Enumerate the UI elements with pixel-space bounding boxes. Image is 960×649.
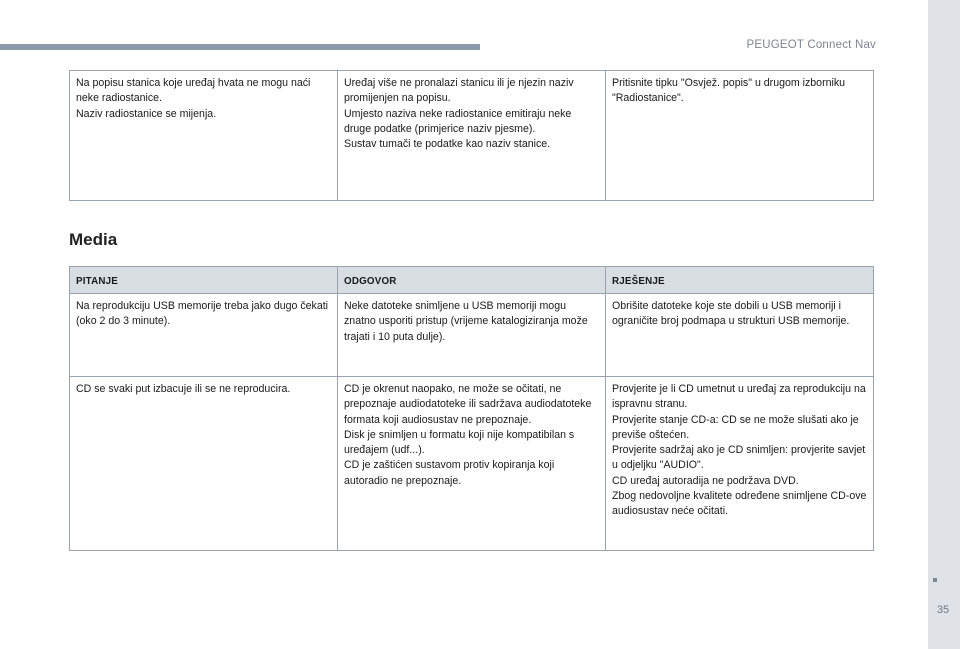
question-cell: Na popisu stanica koje uređaj hvata ne mogu naći neke radiostanice. Naziv radiostanice se mijenja. bbox=[70, 71, 338, 201]
answer-cell: Neke datoteke snimljene u USB memoriji mogu znatno usporiti pristup (vrijeme katalogiziranja može trajati i 10 puta dulje). bbox=[338, 294, 606, 377]
media-table bbox=[69, 266, 874, 551]
question-cell: Na reprodukciju USB memorije treba jako dugo čekati (oko 2 do 3 minute). bbox=[70, 294, 338, 377]
side-marker bbox=[933, 578, 937, 582]
side-tab bbox=[928, 0, 960, 649]
header-rule bbox=[0, 44, 480, 50]
header-answer: ODGOVOR bbox=[338, 267, 606, 294]
solution-cell: Provjerite je li CD umetnut u uređaj za reprodukciju na ispravnu stranu. Provjerite stanje CD-a: CD se ne može slušati ako je previše oštećen. Provjerite sadržaj ako je CD snimljen: provjerite savjet u odjeljku "AUDIO". CD uređaj autoradija ne podržava DVD. Zbog nedovoljne kvalitete određene snimljene CD-ove audiosustav neće očitati. bbox=[606, 377, 874, 551]
header-question: PITANJE bbox=[70, 267, 338, 294]
header-solution: RJEŠENJE bbox=[606, 267, 874, 294]
question-cell: CD se svaki put izbacuje ili se ne reproducira. bbox=[70, 377, 338, 551]
table-row bbox=[70, 71, 874, 201]
section-title: Media bbox=[69, 230, 118, 249]
answer-cell: Uređaj više ne pronalazi stanicu ili je njezin naziv promijenjen na popisu. Umjesto naziva neke radiostanice emitiraju neke druge podatke (primjerice naziv pjesme). Sustav tumači te podatke kao naziv stanice. bbox=[338, 71, 606, 201]
table-row bbox=[70, 377, 874, 551]
radio-table bbox=[69, 70, 874, 201]
brand-label: PEUGEOT Connect Nav bbox=[746, 39, 876, 51]
page-number: 35 bbox=[936, 604, 950, 616]
table-row bbox=[70, 294, 874, 377]
solution-cell: Obrišite datoteke koje ste dobili u USB memoriji i ograničite broj podmapa u strukturi USB memorije. bbox=[606, 294, 874, 377]
solution-cell: Pritisnite tipku "Osvjež. popis" u drugom izborniku "Radiostanice". bbox=[606, 71, 874, 201]
table-header-row bbox=[70, 267, 874, 294]
answer-cell: CD je okrenut naopako, ne može se očitati, ne prepoznaje audiodatoteke ili sadržava audiodatoteke formata koji audiosustav ne prepoznaje. Disk je snimljen u formatu koji nije kompatibilan s uređajem (udf...). CD je zaštićen sustavom protiv kopiranja koji autoradio ne prepoznaje. bbox=[338, 377, 606, 551]
